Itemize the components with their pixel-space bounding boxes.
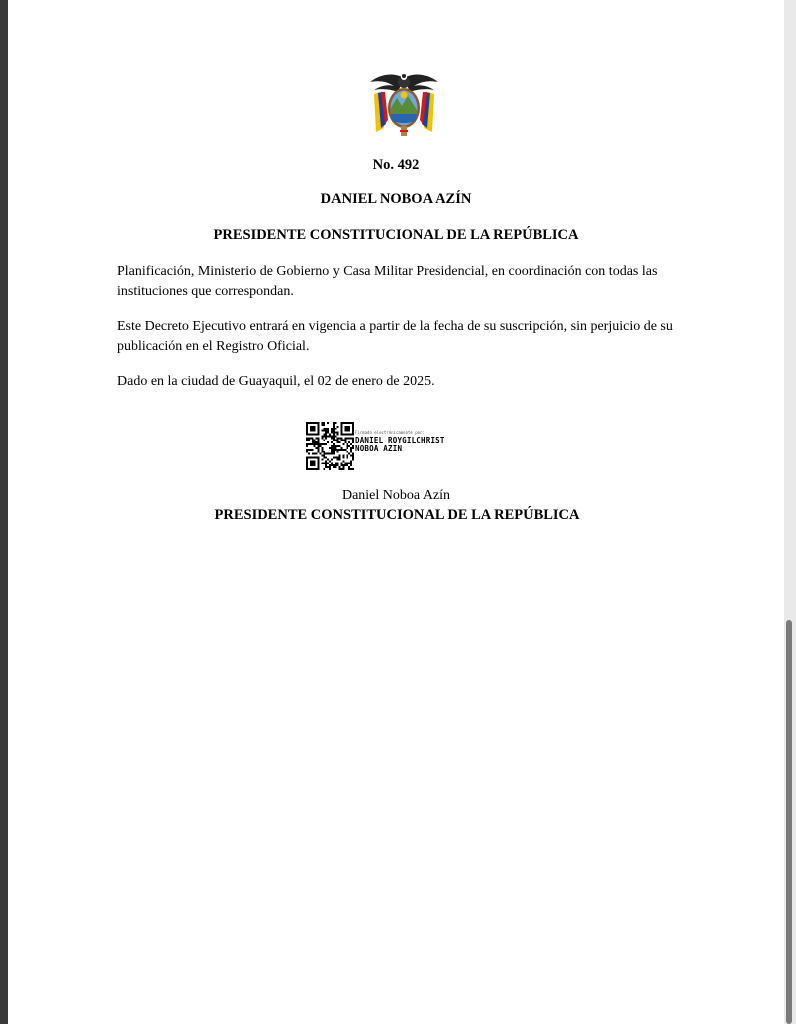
qr-code-icon [306, 422, 354, 470]
viewer-left-edge [0, 0, 8, 1024]
decree-number: No. 492 [372, 157, 420, 173]
president-title-heading: PRESIDENTE CONSTITUCIONAL DE LA REPÚBLICA [213, 227, 579, 243]
paragraph: Dado en la ciudad de Guayaquil, el 02 de enero de 2025. [117, 374, 435, 389]
signature-stamp-header: Firmado electrónicamente por: [355, 430, 425, 435]
scrollbar-thumb[interactable] [786, 620, 792, 1024]
president-name-heading: DANIEL NOBOA AZÍN [320, 191, 472, 207]
signer-name: Daniel Noboa Azín [341, 488, 451, 503]
paragraph: Este Decreto Ejecutivo entrará en vigencia a partir de la fecha de su suscripción, sin perjuicio de su publicación en el Registro Oficial. [117, 319, 673, 354]
ecuador-coat-of-arms-icon [366, 68, 442, 140]
signature-stamp [355, 437, 445, 453]
signer-title: PRESIDENTE CONSTITUCIONAL DE LA REPÚBLICA [214, 507, 580, 523]
signature-stamp-line: NOBOA AZIN [355, 444, 403, 453]
paragraph: Planificación, Ministerio de Gobierno y Casa Militar Presidencial, en coordinación con todas las instituciones que correspondan. [117, 264, 658, 299]
document-page [8, 0, 784, 1024]
signature-stamp-line: DANIEL ROYGILCHRIST [355, 436, 445, 445]
